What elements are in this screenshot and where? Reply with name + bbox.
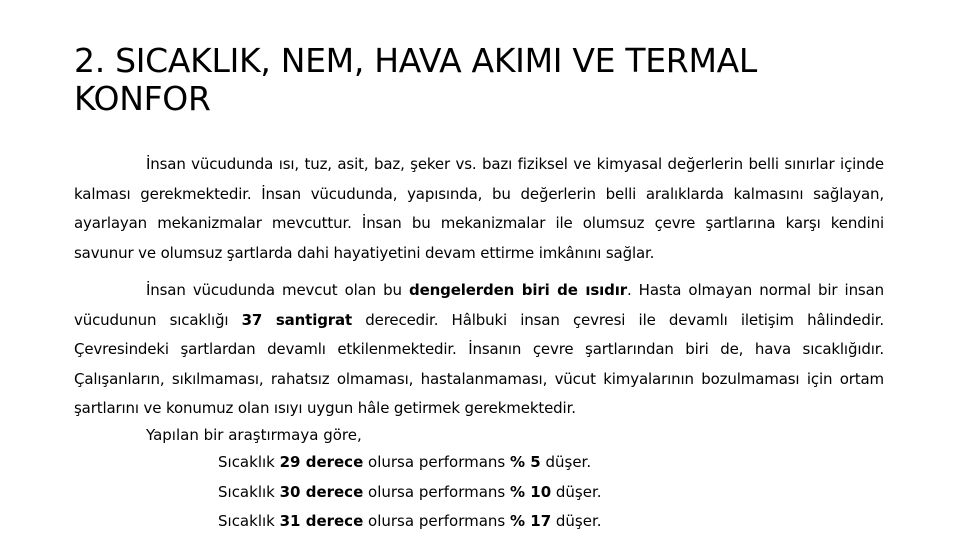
result-item	[218, 448, 602, 478]
paragraph-text: İnsan vücudunda ısı, tuz, asit, baz, şeker vs. bazı fiziksel ve kimyasal değerlerin belli sınırlar içinde kalması gerekmektedir. İnsan vücudunda, yapısında, bu değerlerin belli aralıklarda kalmasını sağlayan, ayarlayan mekanizmalar mevcuttur. İnsan bu mekanizmalar ile olumsuz çevre şartlarına karşı kendini savunur ve olumsuz şartlarda dahi hayatiyetini devam ettirme imkânını sağlar.	[74, 155, 884, 262]
result-percentage: % 5	[510, 453, 541, 471]
result-suffix: düşer.	[551, 482, 602, 501]
result-temperature: 29 derece	[279, 453, 364, 471]
emphasis-text: dengelerden biri de ısıdır	[409, 281, 627, 299]
result-prefix: Sıcaklık	[218, 512, 280, 530]
result-suffix: düşer.	[540, 453, 592, 471]
paragraph-text-part: . Hasta olmayan normal bir insan vücudunun sıcaklığı	[74, 281, 884, 329]
result-item	[218, 507, 602, 537]
result-temperature: 30 derece	[279, 482, 364, 501]
emphasis-text: 37 santigrat	[241, 310, 353, 329]
result-temperature: 31 derece	[279, 512, 364, 530]
title-line-2: KONFOR	[74, 79, 211, 118]
result-middle: olursa performans	[363, 453, 510, 471]
result-prefix: Sıcaklık	[218, 482, 280, 501]
result-suffix: düşer.	[551, 512, 602, 530]
result-middle: olursa performans	[363, 482, 510, 501]
page-title	[74, 42, 934, 118]
result-percentage: % 10	[510, 482, 552, 501]
research-intro: Yapılan bir araştırmaya göre,	[146, 426, 362, 444]
result-percentage: % 17	[510, 512, 552, 530]
result-prefix: Sıcaklık	[218, 453, 280, 471]
result-middle: olursa performans	[363, 512, 510, 530]
paragraph-body-temperature	[74, 276, 884, 424]
performance-results-list	[218, 448, 602, 537]
paragraph-text-part: derecedir. Hâlbuki insan çevresi ile devamlı iletişim hâlindedir. Çevresindeki şartlardan devamlı etkilenmektedir. İnsanın çevre şartlarından biri de, hava sıcaklığıdır. Çalışanların, sıkılmaması, rahatsız olmaması, hastalanmaması, vücut kimyalarının bozulmaması için ortam şartlarını ve konumuz olan ısıyı uygun hâle getirmek gerekmektedir.	[74, 310, 885, 417]
title-line-1: 2. SICAKLIK, NEM, HAVA AKIMI VE TERMAL	[74, 41, 757, 80]
paragraph-text	[74, 276, 884, 424]
paragraph-text-part: İnsan vücudunda mevcut olan bu	[146, 281, 410, 299]
result-item	[218, 478, 602, 508]
paragraph-body-balance	[74, 150, 884, 268]
